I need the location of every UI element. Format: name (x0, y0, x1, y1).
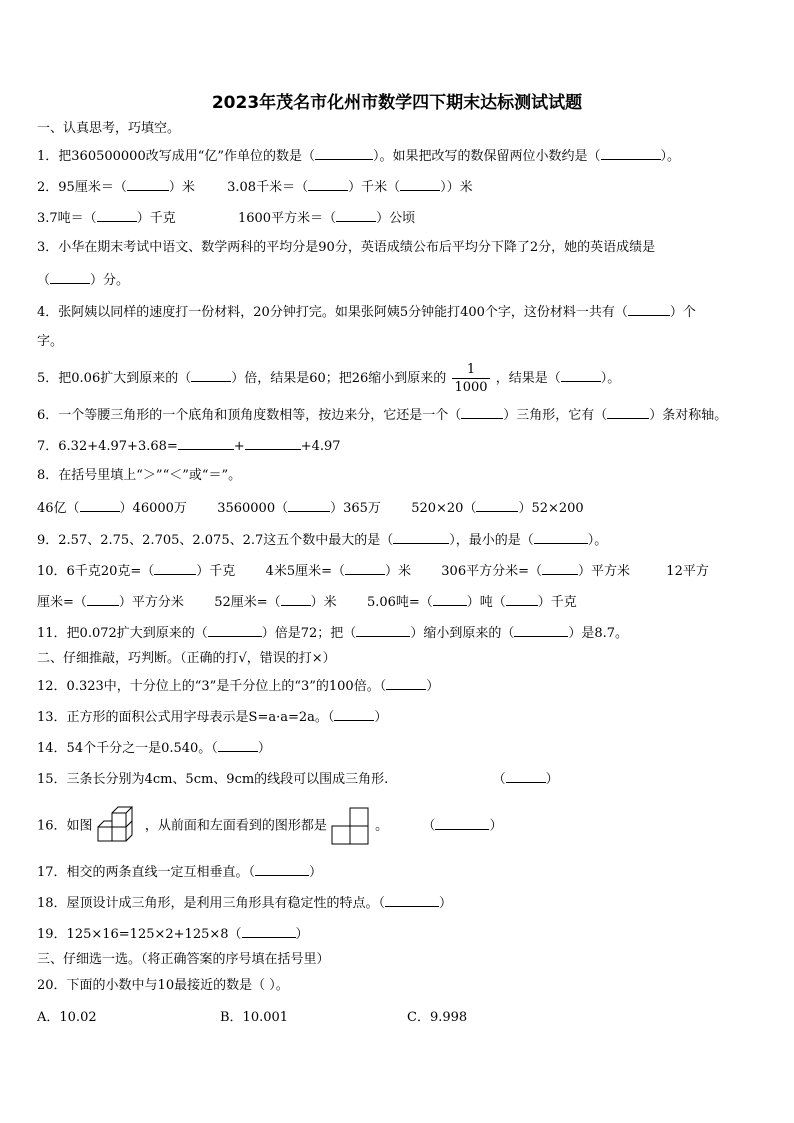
question-3: 3．小华在期末考试中语文、数学两科的平均分是90分，英语成绩公布后平均分下降了2分，她的英语成绩是 (37, 240, 656, 255)
question-6: 6．一个等腰三角形的一个底角和顶角度数相等，按边来分，它还是一个（ ）三角形，它有（ ）条对称轴。 (37, 408, 728, 423)
question-14: 14．54个千分之一是0.540。（ ） (37, 741, 271, 756)
question-1: 1．把360500000改写成用“亿”作单位的数是（ ）。如果把改写的数保留两位小数约是（ ）。 (37, 149, 681, 164)
cube-stack-figure (97, 806, 141, 846)
question-8-items: 46亿（ ）46000万 3560000（ ）365万 520×20（ ）52×200 (37, 501, 584, 516)
question-10: 10．6千克20克=（ ）千克 4米5厘米=（ ）米 306平方分米=（ ）平方米 12平方 (37, 564, 709, 579)
question-13: 13．正方形的面积公式用字母表示是S=a·a=2a。（ ） (37, 710, 388, 725)
question-20: 20．下面的小数中与10最接近的数是（ ）。 (37, 978, 289, 993)
question-9: 9．2.57、2.75、2.705、2.075、2.7这五个数中最大的是（ ），最小的是（ ）。 (37, 533, 608, 548)
question-15: 15．三条长分别为4cm、5cm、9cm的线段可以围成三角形. （ ） (37, 772, 559, 787)
question-17: 17．相交的两条直线一定互相垂直。（ ） (37, 865, 323, 880)
question-19: 19．125×16=125×2+125×8（ ） (37, 927, 309, 942)
fraction-one-thousandth: $\frac{1}{1000}$ (454, 362, 488, 395)
question-3-continued: （ ）分。 (37, 273, 130, 288)
section-2-heading: 二、仔细推敲，巧判断。（正确的打√，错误的打×） (37, 651, 336, 666)
page-title: 2023年茂名市化州市数学四下期末达标测试试题 (211, 93, 583, 113)
option-a[interactable]: A．10.02 (37, 1010, 97, 1025)
question-16: 16．如图 ，从前面和左面看到的图形都是 。 （ ） (37, 806, 502, 847)
question-4: 4．张阿姨以同样的速度打一份材料，20分钟打完。如果张阿姨5分钟能打400个字，这份材料一共有（ ）个 (37, 305, 696, 320)
question-5: 5．把0.06扩大到原来的（ ）倍，结果是60；把26缩小到原来的 $\frac{1}{1000}$ ，结果是（ ）。 (37, 362, 621, 395)
question-8: 8．在括号里填上“＞”“＜”或“＝”。 (37, 468, 242, 483)
question-12: 12．0.323中，十分位上的“3”是千分位上的“3”的100倍。（ ） (37, 679, 440, 694)
section-3-heading: 三、仔细选一选。（将正确答案的序号填在括号里） (37, 952, 330, 967)
front-left-view-figure (331, 807, 371, 845)
question-7: 7．6.32+4.97+3.68= + +4.97 (37, 439, 341, 454)
question-18: 18．屋顶设计成三角形，是利用三角形具有稳定性的特点。（ ） (37, 896, 453, 911)
question-10-continued: 厘米=（ ）平方分米 52厘米=（ ）米 5.06吨=（ ）吨（ ）千克 (37, 595, 577, 610)
question-11: 11．把0.072扩大到原来的（ ）倍是72；把（ ）缩小到原来的（ ）是8.7。 (37, 626, 629, 641)
section-1-heading: 一、认真思考，巧填空。 (37, 121, 181, 136)
question-4-continued: 字。 (37, 334, 64, 349)
question-2: 2．95厘米＝（ ）米 3.08千米＝（ ）千米（ ））米 (37, 180, 473, 195)
option-b[interactable]: B．10.001 (220, 1010, 289, 1025)
question-2-continued: 3.7吨＝（ ）千克 1600平方米＝（ ）公顷 (37, 211, 416, 226)
option-c[interactable]: C．9.998 (407, 1010, 468, 1025)
